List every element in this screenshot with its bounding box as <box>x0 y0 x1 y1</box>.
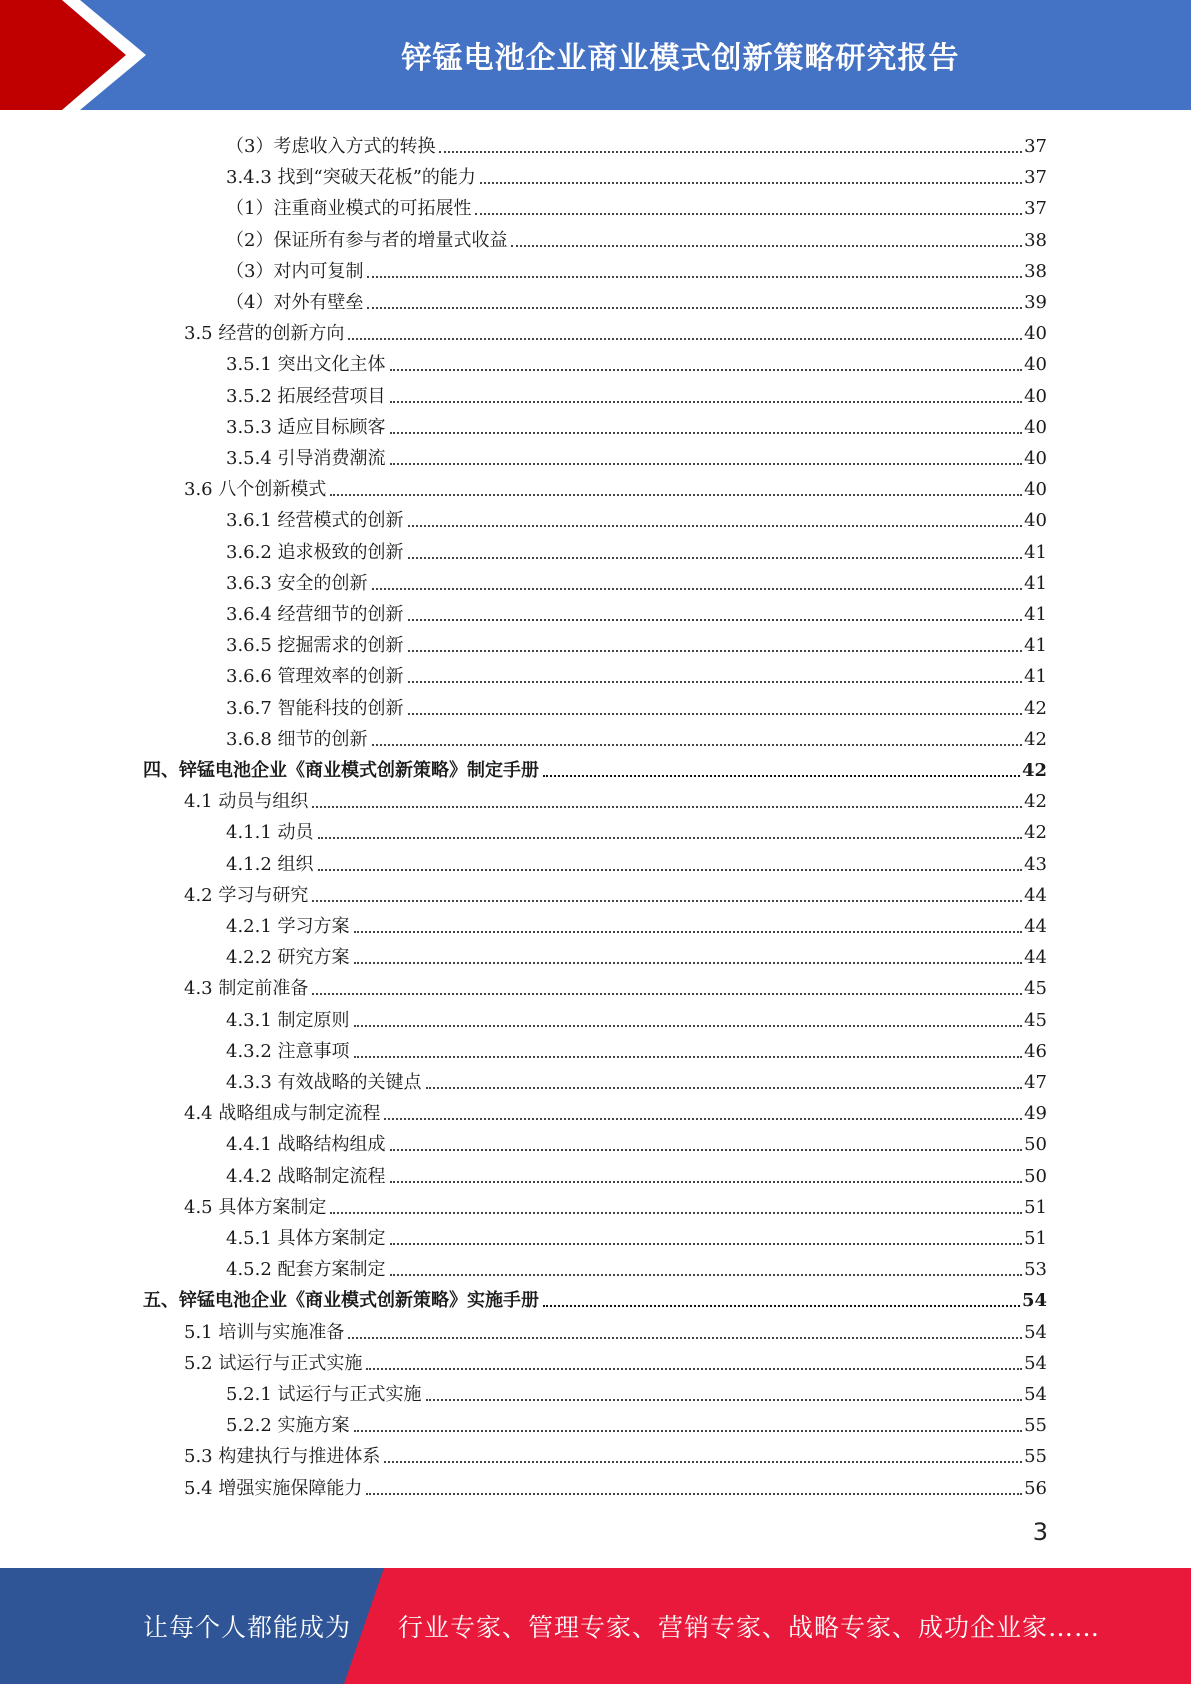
toc-entry-page: 53 <box>1024 1259 1047 1281</box>
header-chevron-decoration <box>0 0 170 110</box>
toc-entry-label: 5.2 试运行与正式实施 <box>184 1352 363 1374</box>
toc-entry-label: 4.1 动员与组织 <box>184 791 309 813</box>
toc-dot-leader <box>318 837 1023 839</box>
toc-entry-label: 3.6.2 追求极致的创新 <box>226 541 404 563</box>
toc-entry-page: 42 <box>1024 791 1047 813</box>
toc-entry-page: 44 <box>1024 947 1047 969</box>
toc-dot-leader <box>390 432 1023 434</box>
toc-dot-leader <box>511 245 1022 247</box>
toc-entry-page: 50 <box>1024 1134 1047 1156</box>
toc-entry-page: 55 <box>1024 1446 1047 1468</box>
toc-dot-leader <box>348 1337 1022 1339</box>
toc-dot-leader <box>384 1461 1022 1463</box>
toc-entry[interactable] <box>184 1344 1047 1375</box>
toc-entry-label: 4.1.1 动员 <box>226 822 314 844</box>
toc-entry-page: 41 <box>1024 572 1047 594</box>
toc-dot-leader <box>439 151 1022 153</box>
toc-entry-label: 4.3 制定前准备 <box>184 978 309 1000</box>
toc-entry-page: 50 <box>1024 1165 1047 1187</box>
toc-entry-label: 3.5.3 适应目标顾客 <box>226 416 386 438</box>
toc-entry-page: 40 <box>1024 448 1047 469</box>
toc-entry-label: 3.6.6 管理效率的创新 <box>226 666 404 688</box>
toc-entry-page: 49 <box>1024 1103 1047 1125</box>
toc-entry[interactable] <box>226 564 1047 595</box>
toc-dot-leader <box>408 557 1023 559</box>
toc-entry[interactable] <box>226 1001 1047 1032</box>
toc-entry-label: 3.5.1 突出文化主体 <box>226 354 386 376</box>
toc-dot-leader <box>330 1212 1022 1214</box>
toc-entry-page: 40 <box>1024 354 1047 376</box>
toc-dot-leader <box>543 775 1020 777</box>
toc-entry-page: 54 <box>1024 1384 1047 1405</box>
toc-dot-leader <box>543 1305 1020 1307</box>
toc-entry-page: 42 <box>1021 760 1047 781</box>
toc-entry[interactable] <box>184 1188 1047 1219</box>
toc-entry[interactable] <box>226 1406 1047 1437</box>
toc-entry-page: 40 <box>1024 385 1047 407</box>
toc-entry-page: 40 <box>1024 510 1047 532</box>
toc-entry[interactable] <box>226 1250 1047 1281</box>
toc-entry-label: 五、锌锰电池企业《商业模式创新策略》实施手册 <box>143 1290 539 1312</box>
toc-entry-page: 54 <box>1024 1352 1047 1374</box>
toc-entry-label: 3.6.8 细节的创新 <box>226 728 368 750</box>
toc-entry[interactable] <box>226 938 1047 969</box>
toc-entry-page: 44 <box>1024 916 1047 937</box>
toc-dot-leader <box>384 1118 1022 1120</box>
toc-entry-label: 5.3 构建执行与推进体系 <box>184 1446 381 1468</box>
toc-dot-leader <box>367 276 1022 278</box>
toc-entry[interactable] <box>226 626 1047 657</box>
toc-entry[interactable] <box>226 127 1047 158</box>
toc-dot-leader <box>408 681 1023 683</box>
toc-entry-label: 4.4 战略组成与制定流程 <box>184 1103 381 1125</box>
toc-entry-label: 3.6.7 智能科技的创新 <box>226 697 404 719</box>
toc-entry-page: 37 <box>1024 198 1047 220</box>
toc-entry-label: 3.5.4 引导消费潮流 <box>226 448 386 469</box>
toc-dot-leader <box>354 1430 1023 1432</box>
toc-entry[interactable] <box>226 1032 1047 1063</box>
toc-entry-label: 3.4.3 找到“突破天花板”的能力 <box>226 167 476 189</box>
toc-entry[interactable] <box>226 221 1047 252</box>
toc-entry[interactable] <box>226 595 1047 626</box>
toc-entry-page: 44 <box>1024 884 1047 906</box>
toc-entry-label: 3.6.5 挖掘需求的创新 <box>226 635 404 657</box>
toc-entry-label: 4.5.1 具体方案制定 <box>226 1228 386 1249</box>
toc-entry-label: 4.2.2 研究方案 <box>226 947 350 969</box>
toc-entry-page: 45 <box>1024 978 1047 1000</box>
toc-entry-label: 3.6.3 安全的创新 <box>226 572 368 594</box>
toc-entry-label: （1）注重商业模式的可拓展性 <box>226 198 472 220</box>
toc-entry-label: 4.5 具体方案制定 <box>184 1196 327 1218</box>
toc-entry[interactable] <box>184 969 1047 1000</box>
toc-entry[interactable] <box>184 876 1047 907</box>
toc-entry-page: 41 <box>1024 541 1047 563</box>
toc-entry-label: （3）对内可复制 <box>226 260 364 282</box>
toc-entry-label: 4.3.1 制定原则 <box>226 1009 350 1031</box>
toc-entry-label: 4.2.1 学习方案 <box>226 916 350 937</box>
toc-entry-page: 47 <box>1024 1072 1047 1093</box>
toc-entry-page: 40 <box>1024 323 1047 345</box>
toc-entry-label: 5.1 培训与实施准备 <box>184 1321 345 1343</box>
toc-entry[interactable] <box>226 813 1047 844</box>
toc-dot-leader <box>354 962 1023 964</box>
toc-entry[interactable] <box>226 845 1047 876</box>
toc-entry-label: 3.6 八个创新模式 <box>184 479 327 501</box>
toc-dot-leader <box>390 401 1023 403</box>
toc-entry-label: 5.4 增强实施保障能力 <box>184 1477 363 1499</box>
footer-slogan-right: 行业专家、管理专家、营销专家、战略专家、成功企业家…… <box>398 1613 1101 1642</box>
toc-dot-leader <box>354 931 1023 933</box>
toc-dot-leader <box>312 993 1022 995</box>
toc-entry-page: 42 <box>1024 822 1047 844</box>
toc-entry[interactable] <box>184 1469 1047 1500</box>
toc-entry[interactable] <box>226 1125 1047 1156</box>
toc-entry-page: 38 <box>1024 229 1047 251</box>
document-title: 锌锰电池企业商业模式创新策略研究报告 <box>401 41 960 76</box>
toc-dot-leader <box>475 213 1022 215</box>
toc-entry[interactable] <box>226 283 1047 314</box>
toc-entry-page: 56 <box>1024 1477 1047 1499</box>
toc-entry-page: 45 <box>1024 1009 1047 1031</box>
toc-entry-page: 51 <box>1024 1196 1047 1218</box>
toc-entry[interactable] <box>184 782 1047 813</box>
toc-entry[interactable] <box>226 657 1047 688</box>
toc-entry-label: 4.4.1 战略结构组成 <box>226 1134 386 1156</box>
toc-entry-label: （2）保证所有参与者的增量式收益 <box>226 229 508 251</box>
toc-entry-page: 41 <box>1024 666 1047 688</box>
toc-dot-leader <box>372 588 1023 590</box>
toc-dot-leader <box>312 900 1022 902</box>
toc-entry[interactable] <box>143 1281 1047 1312</box>
toc-entry[interactable] <box>143 751 1047 782</box>
toc-dot-leader <box>354 1056 1023 1058</box>
toc-entry-label: 5.2.1 试运行与正式实施 <box>226 1384 422 1405</box>
toc-entry-page: 54 <box>1021 1290 1047 1312</box>
toc-dot-leader <box>408 713 1023 715</box>
toc-entry-label: 3.5 经营的创新方向 <box>184 323 345 345</box>
toc-entry[interactable] <box>184 470 1047 501</box>
toc-entry-page: 46 <box>1024 1040 1047 1062</box>
toc-entry[interactable] <box>226 408 1047 439</box>
toc-entry[interactable] <box>226 1063 1047 1094</box>
toc-entry[interactable] <box>184 314 1047 345</box>
toc-entry-label: 4.1.2 组织 <box>226 853 314 875</box>
toc-entry[interactable] <box>226 1375 1047 1406</box>
footer-slogan-left: 让每个人都能成为 <box>143 1613 352 1642</box>
toc-dot-leader <box>426 1087 1023 1089</box>
toc-dot-leader <box>367 307 1022 309</box>
toc-entry-page: 55 <box>1024 1415 1047 1437</box>
toc-dot-leader <box>366 1368 1022 1370</box>
toc-dot-leader <box>330 494 1022 496</box>
toc-dot-leader <box>408 619 1023 621</box>
toc-entry[interactable] <box>184 1437 1047 1468</box>
toc-entry-page: 37 <box>1024 136 1047 157</box>
toc-entry[interactable] <box>226 345 1047 376</box>
toc-entry-page: 37 <box>1024 167 1047 189</box>
toc-entry-page: 51 <box>1024 1228 1047 1249</box>
toc-dot-leader <box>408 525 1023 527</box>
toc-dot-leader <box>408 650 1023 652</box>
toc-entry[interactable] <box>226 439 1047 470</box>
toc-entry[interactable] <box>184 1313 1047 1344</box>
toc-entry-label: 4.5.2 配套方案制定 <box>226 1259 386 1281</box>
toc-entry[interactable] <box>226 377 1047 408</box>
toc-entry-label: （3）考虑收入方式的转换 <box>226 136 436 157</box>
toc-dot-leader <box>480 182 1022 184</box>
toc-entry-page: 39 <box>1024 292 1047 313</box>
toc-entry-label: 3.6.4 经营细节的创新 <box>226 604 404 625</box>
toc-entry-page: 54 <box>1024 1321 1047 1343</box>
toc-entry[interactable] <box>226 1219 1047 1250</box>
toc-entry-page: 42 <box>1024 728 1047 750</box>
toc-dot-leader <box>390 369 1023 371</box>
toc-entry[interactable] <box>226 158 1047 189</box>
toc-dot-leader <box>348 338 1022 340</box>
toc-entry-label: 4.4.2 战略制定流程 <box>226 1165 386 1187</box>
toc-dot-leader <box>354 1025 1023 1027</box>
toc-entry-page: 43 <box>1024 853 1047 875</box>
page-header <box>0 0 1191 110</box>
toc-entry-label: 4.3.2 注意事项 <box>226 1040 350 1062</box>
toc-entry[interactable] <box>226 720 1047 751</box>
toc-entry-label: （4）对外有壁垒 <box>226 292 364 313</box>
toc-dot-leader <box>366 1493 1022 1495</box>
toc-entry[interactable] <box>184 1094 1047 1125</box>
toc-entry[interactable] <box>226 252 1047 283</box>
page-footer <box>0 1568 1191 1684</box>
toc-entry-label: 4.2 学习与研究 <box>184 884 309 906</box>
toc-entry[interactable] <box>226 1157 1047 1188</box>
page-number: 3 <box>1032 1518 1048 1546</box>
toc-dot-leader <box>390 1243 1023 1245</box>
toc-dot-leader <box>426 1399 1023 1401</box>
toc-dot-leader <box>390 1181 1023 1183</box>
toc-entry-page: 41 <box>1024 604 1047 625</box>
toc-entry-page: 38 <box>1024 260 1047 282</box>
toc-dot-leader <box>312 806 1022 808</box>
toc-entry[interactable] <box>226 907 1047 938</box>
toc-entry-label: 四、锌锰电池企业《商业模式创新策略》制定手册 <box>143 760 539 781</box>
toc-dot-leader <box>390 463 1023 465</box>
toc-entry-label: 3.5.2 拓展经营项目 <box>226 385 386 407</box>
toc-dot-leader <box>372 744 1023 746</box>
toc-entry[interactable] <box>226 501 1047 532</box>
toc-dot-leader <box>390 1274 1023 1276</box>
toc-entry-label: 5.2.2 实施方案 <box>226 1415 350 1437</box>
toc-entry[interactable] <box>226 189 1047 220</box>
toc-entry-label: 3.6.1 经营模式的创新 <box>226 510 404 532</box>
toc-dot-leader <box>390 1149 1023 1151</box>
toc-entry[interactable] <box>226 689 1047 720</box>
toc-entry[interactable] <box>226 533 1047 564</box>
toc-dot-leader <box>318 869 1023 871</box>
toc-entry-label: 4.3.3 有效战略的关键点 <box>226 1072 422 1093</box>
toc-entry-page: 40 <box>1024 416 1047 438</box>
toc-entry-page: 41 <box>1024 635 1047 657</box>
toc-entry-page: 40 <box>1024 479 1047 501</box>
toc-entry-page: 42 <box>1024 697 1047 719</box>
